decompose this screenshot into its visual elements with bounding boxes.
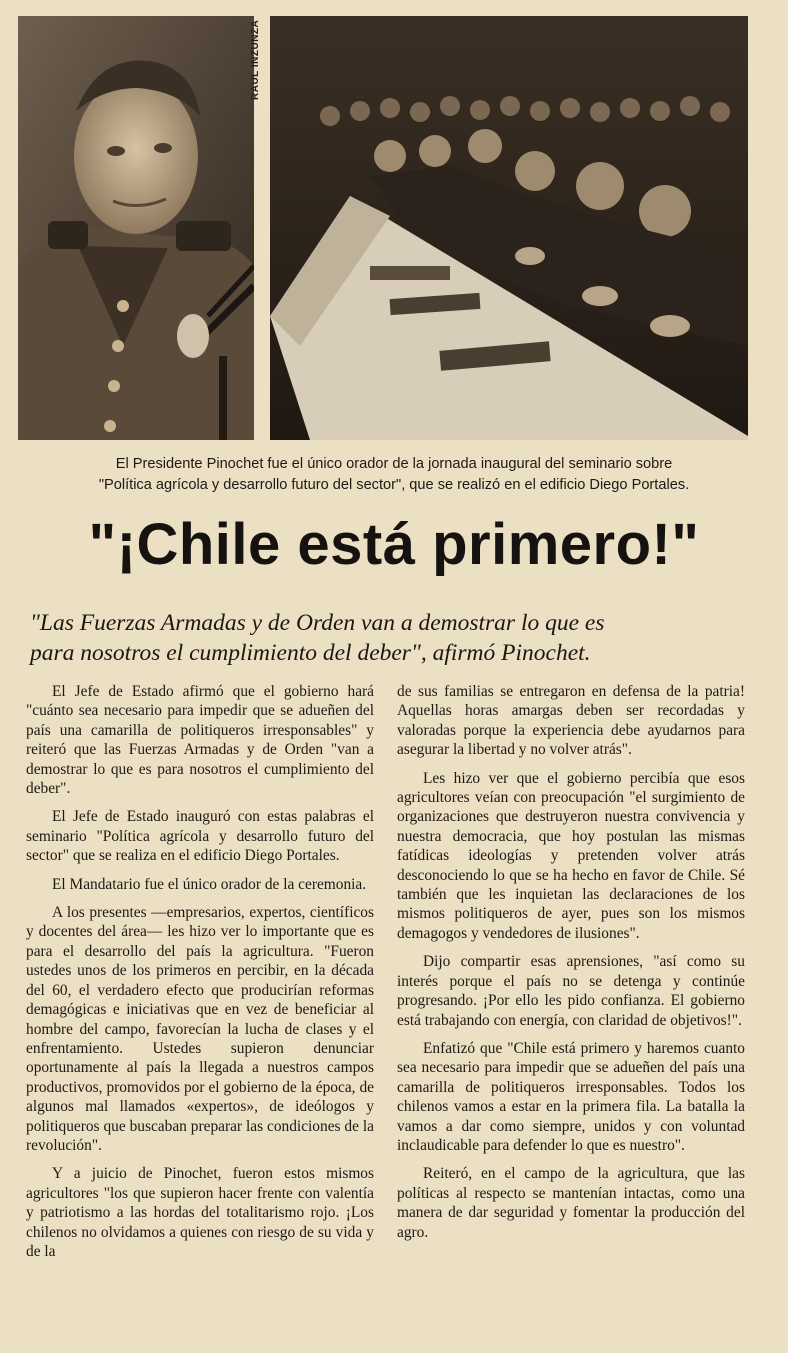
photo-credit: RAUL INZUNZA — [250, 20, 261, 101]
caption-line: El Presidente Pinochet fue el único orador de la jornada inaugural del seminario sobre — [115, 456, 673, 472]
portrait-photo — [18, 16, 254, 440]
paragraph: Les hizo ver que el gobierno percibía que esos agricultores veían con preocupación "el surgimiento de organizaciones que destruyeron nuestra convivencia y nuestra democracia, que hoy postulan las mismas fatídicas ideologías y pretenden volver atrás desconociendo lo que se ha hecho en favor de Chile. Sé también que les inquietan las declaraciones de los mismos politiqueros de ayer, pues son los mismos demagogos y vendedores de ilusiones". — [397, 769, 745, 942]
article-column-left — [26, 682, 374, 1270]
photo-caption — [20, 454, 768, 496]
subheadline-line: "Las Fuerzas Armadas y de Orden van a demostrar lo que es — [30, 610, 605, 636]
paragraph: Reiteró, en el campo de la agricultura, que las políticas al respecto se mantenían intactas, como una manera de dar seguridad y fomentar la producción del agro. — [397, 1165, 745, 1241]
subheadline — [30, 608, 765, 668]
paragraph: A los presentes —empresarios, expertos, científicos y docentes del área— les hizo ver lo importante que es para el desarrollo del país la agricultura. "Fueron ustedes unos de los primeros en percibir, en la década del 60, el verdadero efecto que producirían reformas demagógicas e iniciativas que en vez de beneficiar al hombre del campo, favorecían la lucha de clases y el enfrentamiento. Ustedes supieron denunciar oportunamente al país la llegada a nuestros campos productivos, promovidos por el gobierno de la época, de algunos mal llamados «expertos», de ideólogos y politiqueros que buscaban preparar las condiciones de la revolución". — [26, 904, 374, 1154]
paragraph: Y a juicio de Pinochet, fueron estos mismos agricultores "los que supieron hacer frente con valentía y patriotismo a las hordas del totalitarismo rojo. ¡Los chilenos no olvidamos a quienes con riesgo de su vida y de la — [26, 1165, 374, 1260]
paragraph: El Jefe de Estado inauguró con estas palabras el seminario "Política agrícola y desarrollo futuro del sector" que se realiza en el edificio Diego Portales. — [26, 808, 374, 865]
caption-line: "Política agrícola y desarrollo futuro del sector", que se realizó en el edificio Diego Portales. — [98, 477, 690, 493]
paragraph: de sus familias se entregaron en defensa de la patria! Aquellas horas amargas deben ser recordadas y valoradas porque la experiencia debe ayudarnos para asegurar la libertad y no volver atrás". — [397, 683, 745, 759]
paragraph: Enfatizó que "Chile está primero y haremos cuanto sea necesario para impedir que se adueñen del país una camarilla de politiqueros irresponsables. Todos los chilenos vamos a estar en la primera fila. La batalla la vamos a dar como siempre, unidos y con voluntad inclaudicable para defender lo que es nuestro". — [397, 1039, 745, 1154]
paragraph: Dijo compartir esas aprensiones, "así como su interés porque el país no se detenga y continúe progresando. ¡Por ello les pido confianza. El gobierno está trabajando con energía, con claridad de objetivos!". — [397, 953, 745, 1029]
article-column-right — [397, 682, 745, 1251]
headline: "¡Chile está primero!" — [88, 512, 700, 577]
audience-photo — [270, 16, 748, 440]
paragraph: El Jefe de Estado afirmó que el gobierno hará "cuánto sea necesario para impedir que se adueñen del país una camarilla de politiqueros irresponsables" y reiteró que las Fuerzas Armadas y de Orden "van a demostrar lo que es para nosotros el cumplimiento del deber". — [26, 683, 374, 798]
paragraph: El Mandatario fue el único orador de la ceremonia. — [52, 875, 367, 893]
subheadline-line: para nosotros el cumplimiento del deber", afirmó Pinochet. — [30, 640, 591, 666]
